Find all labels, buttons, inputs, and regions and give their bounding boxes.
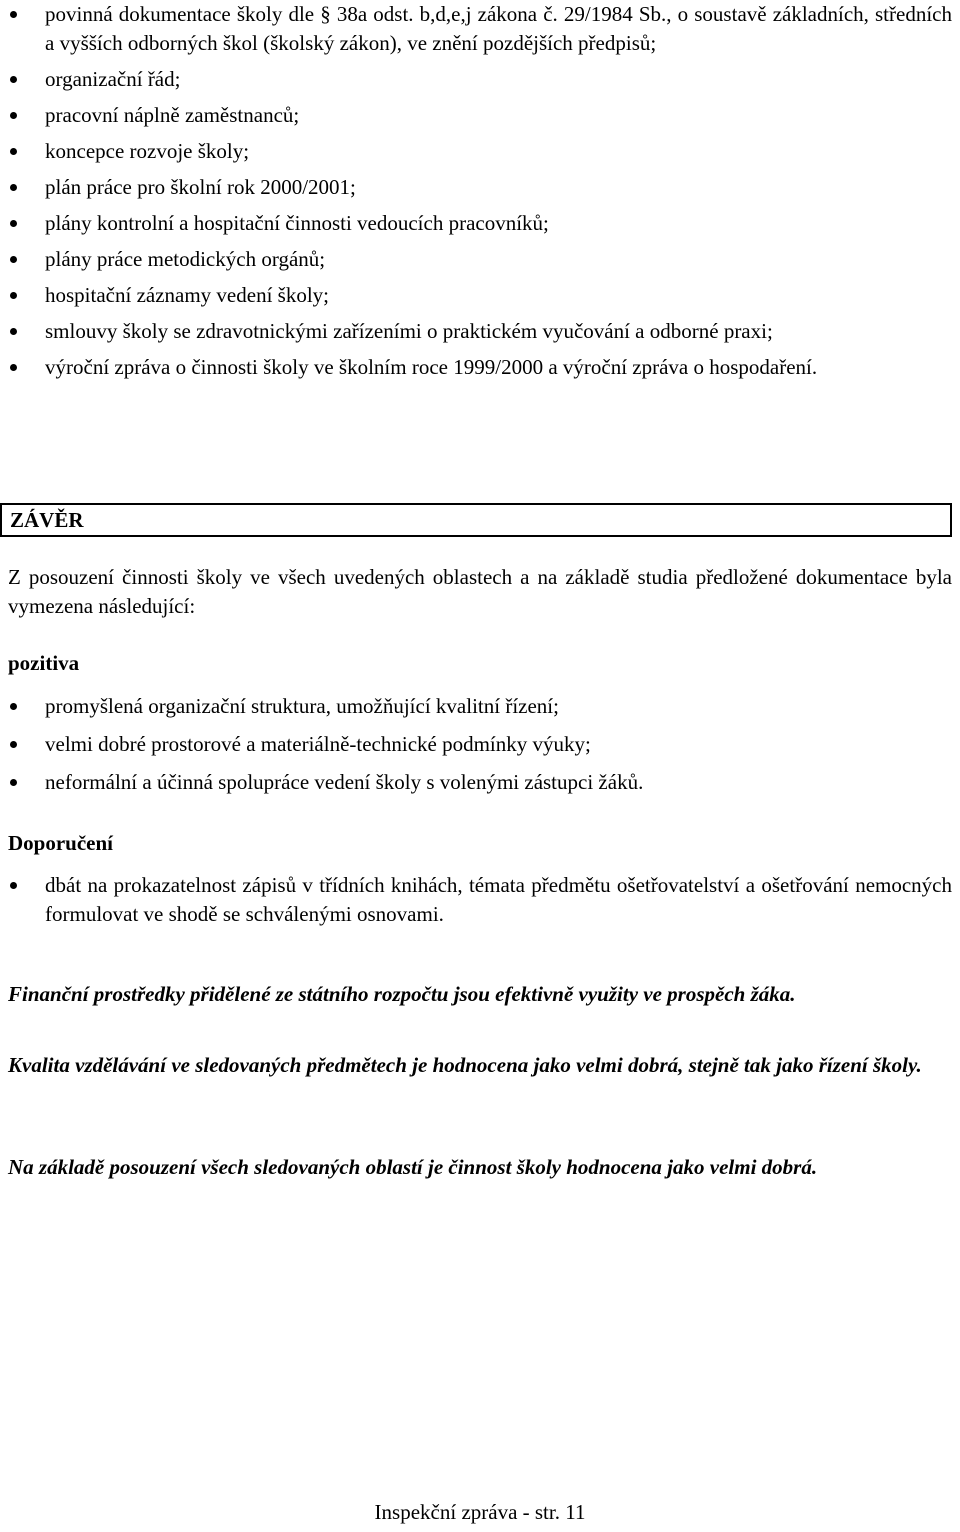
positives-heading: pozitiva [8, 651, 80, 675]
list-item: promyšlená organizační struktura, umožňující kvalitní řízení; [0, 692, 952, 721]
recommendations-heading: Doporučení [8, 831, 113, 855]
list-item: dbát na prokazatelnost zápisů v třídních knihách, témata předmětu ošetřovatelství a ošetřování nemocných formulovat ve shodě se schválenými osnovami. [0, 871, 952, 929]
finance-statement: Finanční prostředky přidělené ze státního rozpočtu jsou efektivně využity ve prospěch žáka. [8, 982, 796, 1006]
list-item: výroční zpráva o činnosti školy ve školním roce 1999/2000 a výroční zpráva o hospodaření. [0, 353, 952, 382]
recommendations-list [0, 871, 952, 929]
overall-statement: Na základě posouzení všech sledovaných oblastí je činnost školy hodnocena jako velmi dobrá. [8, 1155, 818, 1179]
list-item: smlouvy školy se zdravotnickými zařízeními o praktickém vyučování a odborné praxi; [0, 317, 952, 346]
list-item: povinná dokumentace školy dle § 38a odst. b,d,e,j zákona č. 29/1984 Sb., o soustavě základních, středních a vyšších odborných škol (školský zákon), ve znění pozdějších předpisů; [0, 0, 952, 58]
quality-statement: Kvalita vzdělávání ve sledovaných předmětech je hodnocena jako velmi dobrá, stejně tak jako řízení školy. [8, 1053, 922, 1077]
positives-list [0, 692, 952, 797]
list-item: velmi dobré prostorové a materiálně-technické podmínky výuky; [0, 730, 952, 759]
list-item: organizační řád; [0, 65, 952, 94]
page-footer: Inspekční zpráva - str. 11 [374, 1500, 586, 1524]
list-item: hospitační záznamy vedení školy; [0, 281, 952, 310]
list-item: plány kontrolní a hospitační činnosti vedoucích pracovníků; [0, 209, 952, 238]
list-item: pracovní náplně zaměstnanců; [0, 101, 952, 130]
conclusion-heading: ZÁVĚR [0, 503, 952, 537]
conclusion-intro: Z posouzení činnosti školy ve všech uvedených oblastech a na základě studia předložené dokumentace byla vymezena následující: [8, 565, 952, 618]
list-item: plán práce pro školní rok 2000/2001; [0, 173, 952, 202]
list-item: plány práce metodických orgánů; [0, 245, 952, 274]
list-item: koncepce rozvoje školy; [0, 137, 952, 166]
list-item: neformální a účinná spolupráce vedení školy s volenými zástupci žáků. [0, 768, 952, 797]
documents-list [0, 0, 952, 389]
